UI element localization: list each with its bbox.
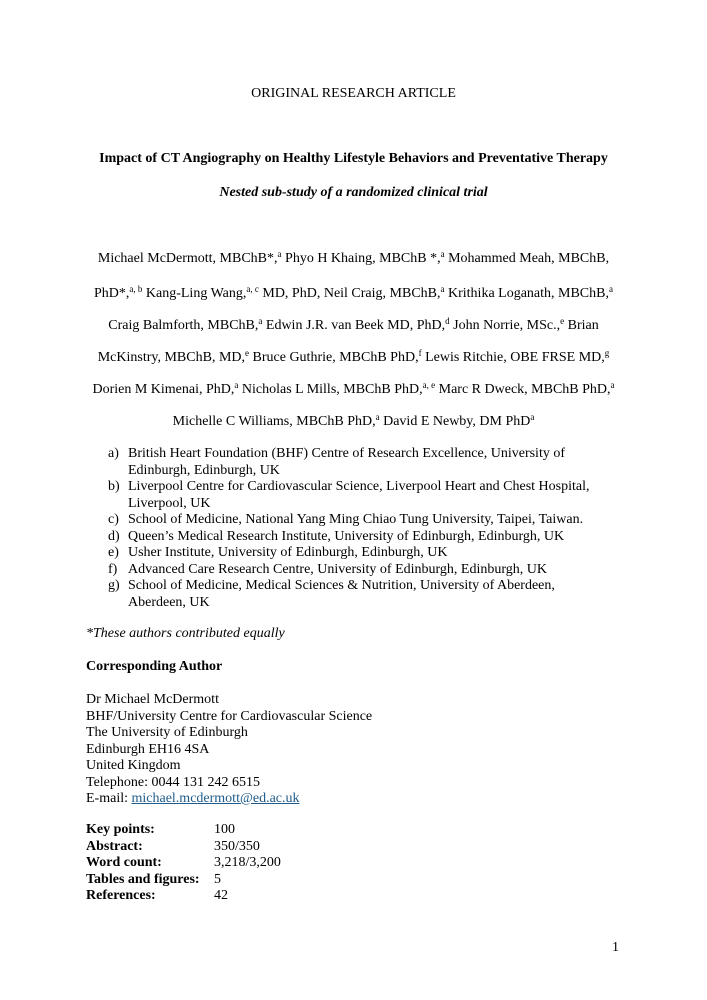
affiliation-list <box>86 446 626 611</box>
corresponding-author-heading: Corresponding Author <box>86 659 223 674</box>
corresponding-telephone: Telephone: 0044 131 242 6515 <box>86 774 260 790</box>
stat-row: Abstract: 350/350 <box>86 838 260 854</box>
author-line-4: McKinstry, MBChB, MD,$^e$ Bruce Guthrie, MBChB PhD,$^f$ Lewis Ritchie, OBE FRSE MD,$^g$ <box>97 348 610 365</box>
page-number: 1 <box>612 940 619 955</box>
stat-row: Key points: 100 <box>86 822 235 837</box>
affiliation-item: e) Usher Institute, University of Edinburgh, Edinburgh, UK <box>108 545 448 560</box>
affiliation-item: f) Advanced Care Research Centre, University of Edinburgh, Edinburgh, UK <box>108 561 547 577</box>
paper-title: Impact of CT Angiography on Healthy Lifestyle Behaviors and Preventative Therapy <box>99 151 608 166</box>
affiliation-item: a) British Heart Foundation (BHF) Centre of Research Excellence, University of Edinburgh, Edinburgh, UK <box>108 446 565 478</box>
email-link[interactable]: michael.mcdermott@ed.ac.uk <box>131 791 300 806</box>
email-label: E-mail: <box>86 791 132 806</box>
author-line-6: Michelle C Williams, MBChB PhD,$^a$ David E Newby, DM PhD$^a$ <box>172 412 535 429</box>
corresponding-city: Edinburgh EH16 4SA <box>86 741 210 757</box>
corresponding-address <box>86 692 372 808</box>
author-line-3: Craig Balmforth, MBChB,$^a$ Edwin J.R. van Beek MD, PhD,$^d$ John Norrie, MSc.,$^e$ Brian <box>108 316 599 333</box>
author-line-5: Dorien M Kimenai, PhD,$^a$ Nicholas L Mills, MBChB PhD,$^{a, e}$ Marc R Dweck, MBChB PhD,$^a$ <box>92 380 615 397</box>
corresponding-university: The University of Edinburgh <box>86 725 248 740</box>
affiliation-item: c) School of Medicine, National Yang Ming Chiao Tung University, Taipei, Taiwan. <box>108 512 584 527</box>
corresponding-email-row <box>86 791 372 808</box>
stat-row: Word count: 3,218/3,200 <box>86 855 281 870</box>
equal-contribution-note: *These authors contributed equally <box>86 626 285 641</box>
paper-subtitle: Nested sub-study of a randomized clinical trial <box>219 185 488 200</box>
affiliation-item: g) School of Medicine, Medical Sciences & Nutrition, University of Aberdeen, Aberdeen, UK <box>108 578 555 610</box>
article-type-label: ORIGINAL RESEARCH ARTICLE <box>251 86 456 101</box>
corresponding-name: Dr Michael McDermott <box>86 692 219 707</box>
corresponding-country: United Kingdom <box>86 758 181 773</box>
manuscript-stats <box>86 822 281 905</box>
stat-row: Tables and figures: 5 <box>86 871 221 887</box>
affiliation-item: d) Queen’s Medical Research Institute, University of Edinburgh, Edinburgh, UK <box>108 528 565 544</box>
author-line-1: Michael McDermott, MBChB*,$^a$ Phyo H Khaing, MBChB *,$^a$ Mohammed Meah, MBChB, <box>97 249 610 266</box>
author-line-2: PhD*,$^{a, b}$ Kang-Ling Wang,$^{a, c}$ MD, PhD, Neil Craig, MBChB,$^a$ Krithika Loganath, MBChB,$^a$ <box>93 284 613 301</box>
stat-row: References: 42 <box>86 888 228 903</box>
affiliation-item: b) Liverpool Centre for Cardiovascular Science, Liverpool Heart and Chest Hospital, Liverpool, UK <box>108 479 590 511</box>
corresponding-dept: BHF/University Centre for Cardiovascular Science <box>86 708 373 724</box>
